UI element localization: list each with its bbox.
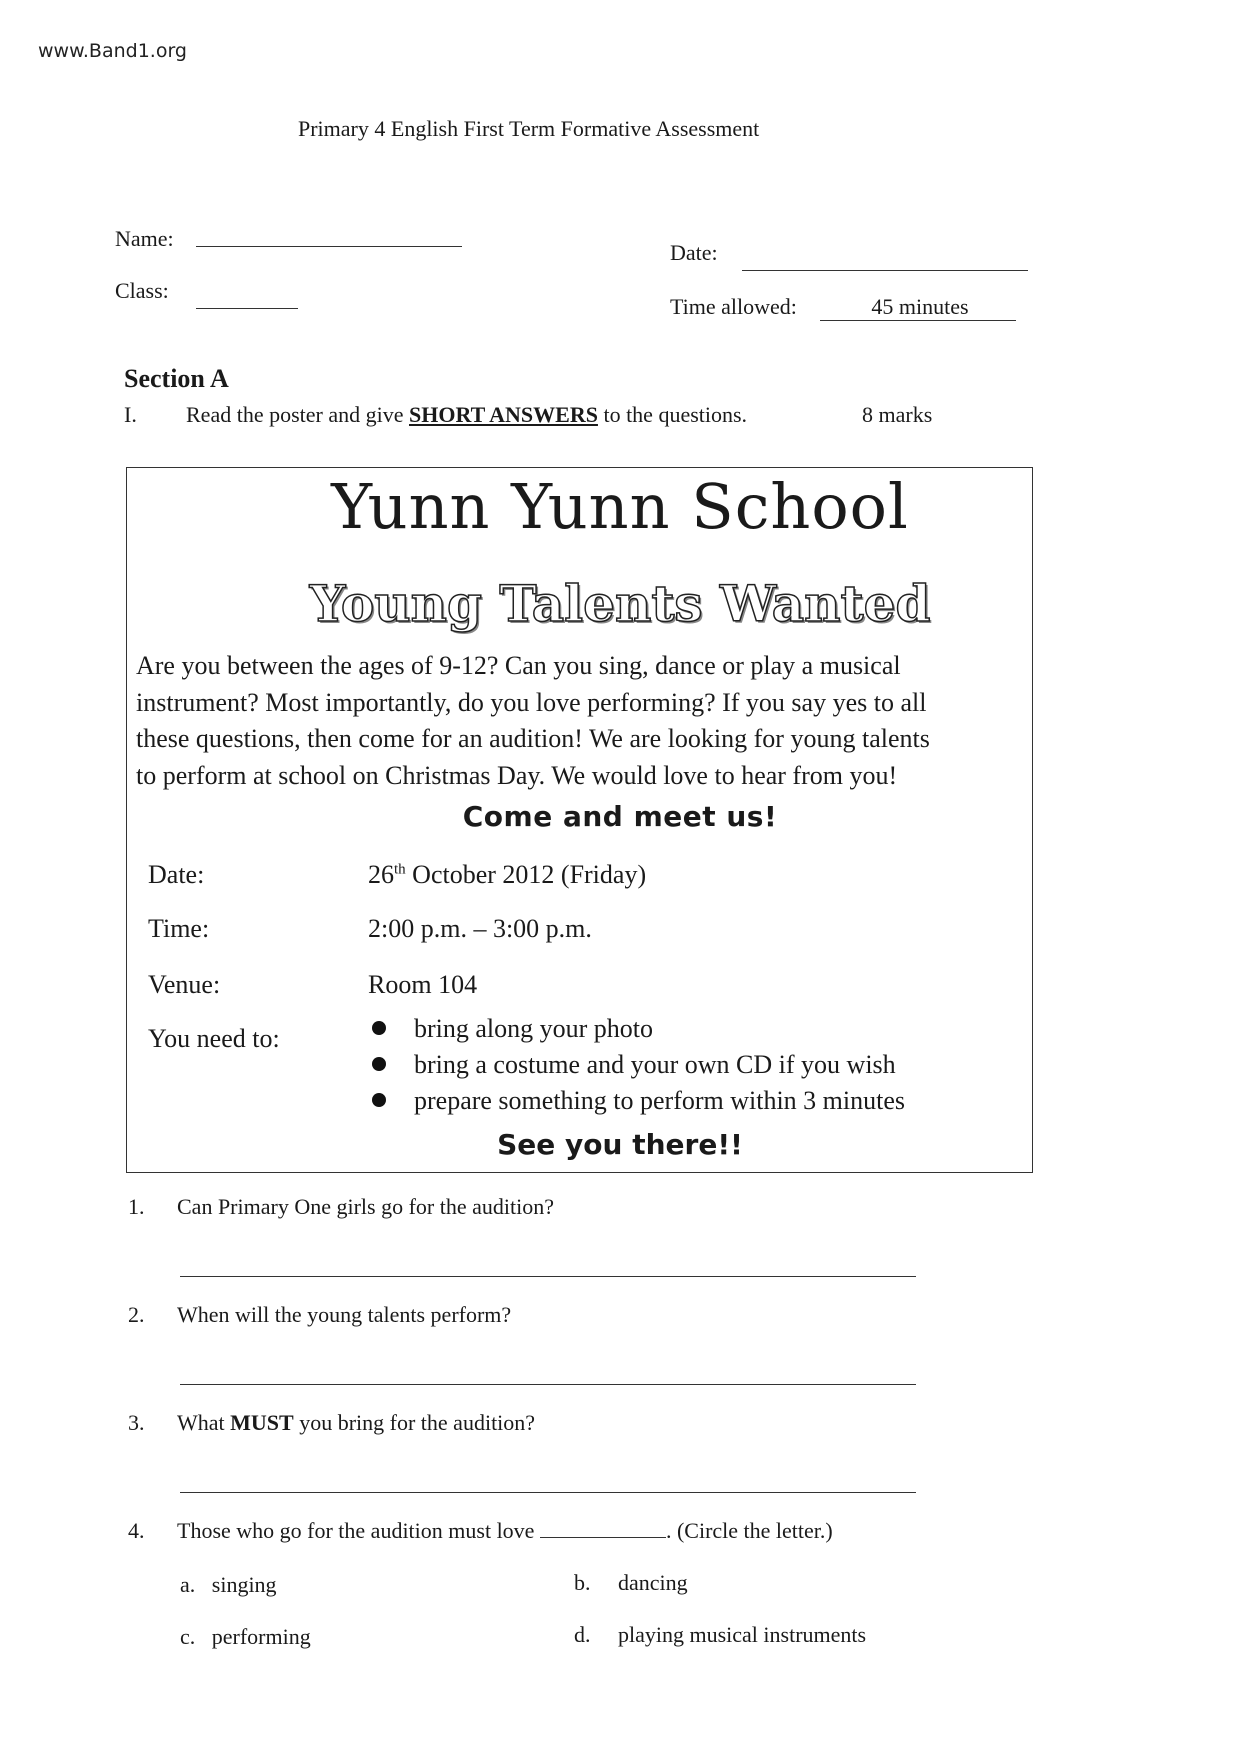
question-text: What MUST you bring for the audition? (177, 1410, 536, 1435)
option-a[interactable]: a. singing (180, 1572, 277, 1597)
poster-venue-value: Room 104 (368, 970, 478, 999)
time-allowed-value: 45 minutes (820, 294, 1016, 321)
time-allowed-label: Time allowed: (670, 294, 797, 319)
instruction-keyword: SHORT ANSWERS (409, 402, 598, 427)
poster-closing: See you there!! (497, 1128, 743, 1161)
option-d[interactable]: d. playing musical instruments (574, 1622, 867, 1647)
poster-paragraph-line: to perform at school on Christmas Day. We would love to hear from you! (136, 760, 898, 790)
question-text: When will the young talents perform? (177, 1302, 512, 1327)
page-title: Primary 4 English First Term Formative Assessment (298, 116, 760, 141)
instruction-text-post: to the questions. (597, 402, 748, 427)
date-answer-line[interactable] (742, 270, 1028, 271)
blank-line[interactable] (540, 1519, 666, 1538)
poster-school-name: Yunn Yunn School (331, 470, 909, 543)
website-url: www.Band1.org (38, 40, 187, 62)
poster-venue-label: Venue: (148, 970, 221, 999)
option-b[interactable]: b. dancing (574, 1570, 688, 1595)
poster-time-label: Time: (148, 914, 210, 943)
bullet-icon (372, 1093, 386, 1107)
question-number: 2. (128, 1302, 145, 1327)
poster-need-label: You need to: (148, 1024, 280, 1053)
class-answer-line[interactable] (196, 308, 298, 309)
poster-date-label: Date: (148, 860, 205, 889)
date-label: Date: (670, 240, 718, 265)
poster-paragraph (136, 648, 1016, 794)
poster-paragraph-line: Are you between the ages of 9-12? Can you sing, dance or play a musical (136, 651, 901, 680)
question-text: Those who go for the audition must love . (Circle the letter.) (177, 1518, 833, 1543)
question-number: 4. (128, 1518, 145, 1543)
poster-paragraph-line: these questions, then come for an audition! We are looking for young talents (136, 724, 930, 753)
answer-line-1[interactable] (180, 1276, 916, 1277)
answer-line-2[interactable] (180, 1384, 916, 1385)
poster-paragraph-line: instrument? Most importantly, do you love performing? If you say yes to all (136, 687, 927, 717)
section-instruction (186, 402, 747, 428)
question-number: 3. (128, 1410, 145, 1435)
poster-headline: Young Talents Wanted (309, 574, 931, 633)
poster-need-item: prepare something to perform within 3 minutes (372, 1086, 905, 1116)
option-c[interactable]: c. performing (180, 1624, 311, 1649)
answer-line-3[interactable] (180, 1492, 916, 1493)
poster-need-item: bring a costume and your own CD if you wish (372, 1050, 896, 1080)
instruction-text-pre: Read the poster and give (186, 402, 409, 427)
question-number: 1. (128, 1194, 145, 1219)
poster-date-value: 26th October 2012 (Friday) (368, 860, 647, 889)
poster-meet-heading: Come and meet us! (462, 800, 778, 833)
name-answer-line[interactable] (196, 246, 462, 247)
name-label: Name: (115, 226, 174, 251)
question-text: Can Primary One girls go for the audition? (177, 1194, 554, 1219)
section-marks: 8 marks (862, 402, 933, 427)
bullet-icon (372, 1057, 386, 1071)
poster-need-item: bring along your photo (372, 1014, 653, 1044)
bullet-icon (372, 1021, 386, 1035)
class-label: Class: (115, 278, 169, 303)
section-heading: Section A (124, 364, 229, 393)
poster-time-value: 2:00 p.m. – 3:00 p.m. (368, 914, 592, 943)
section-number: I. (124, 402, 137, 427)
